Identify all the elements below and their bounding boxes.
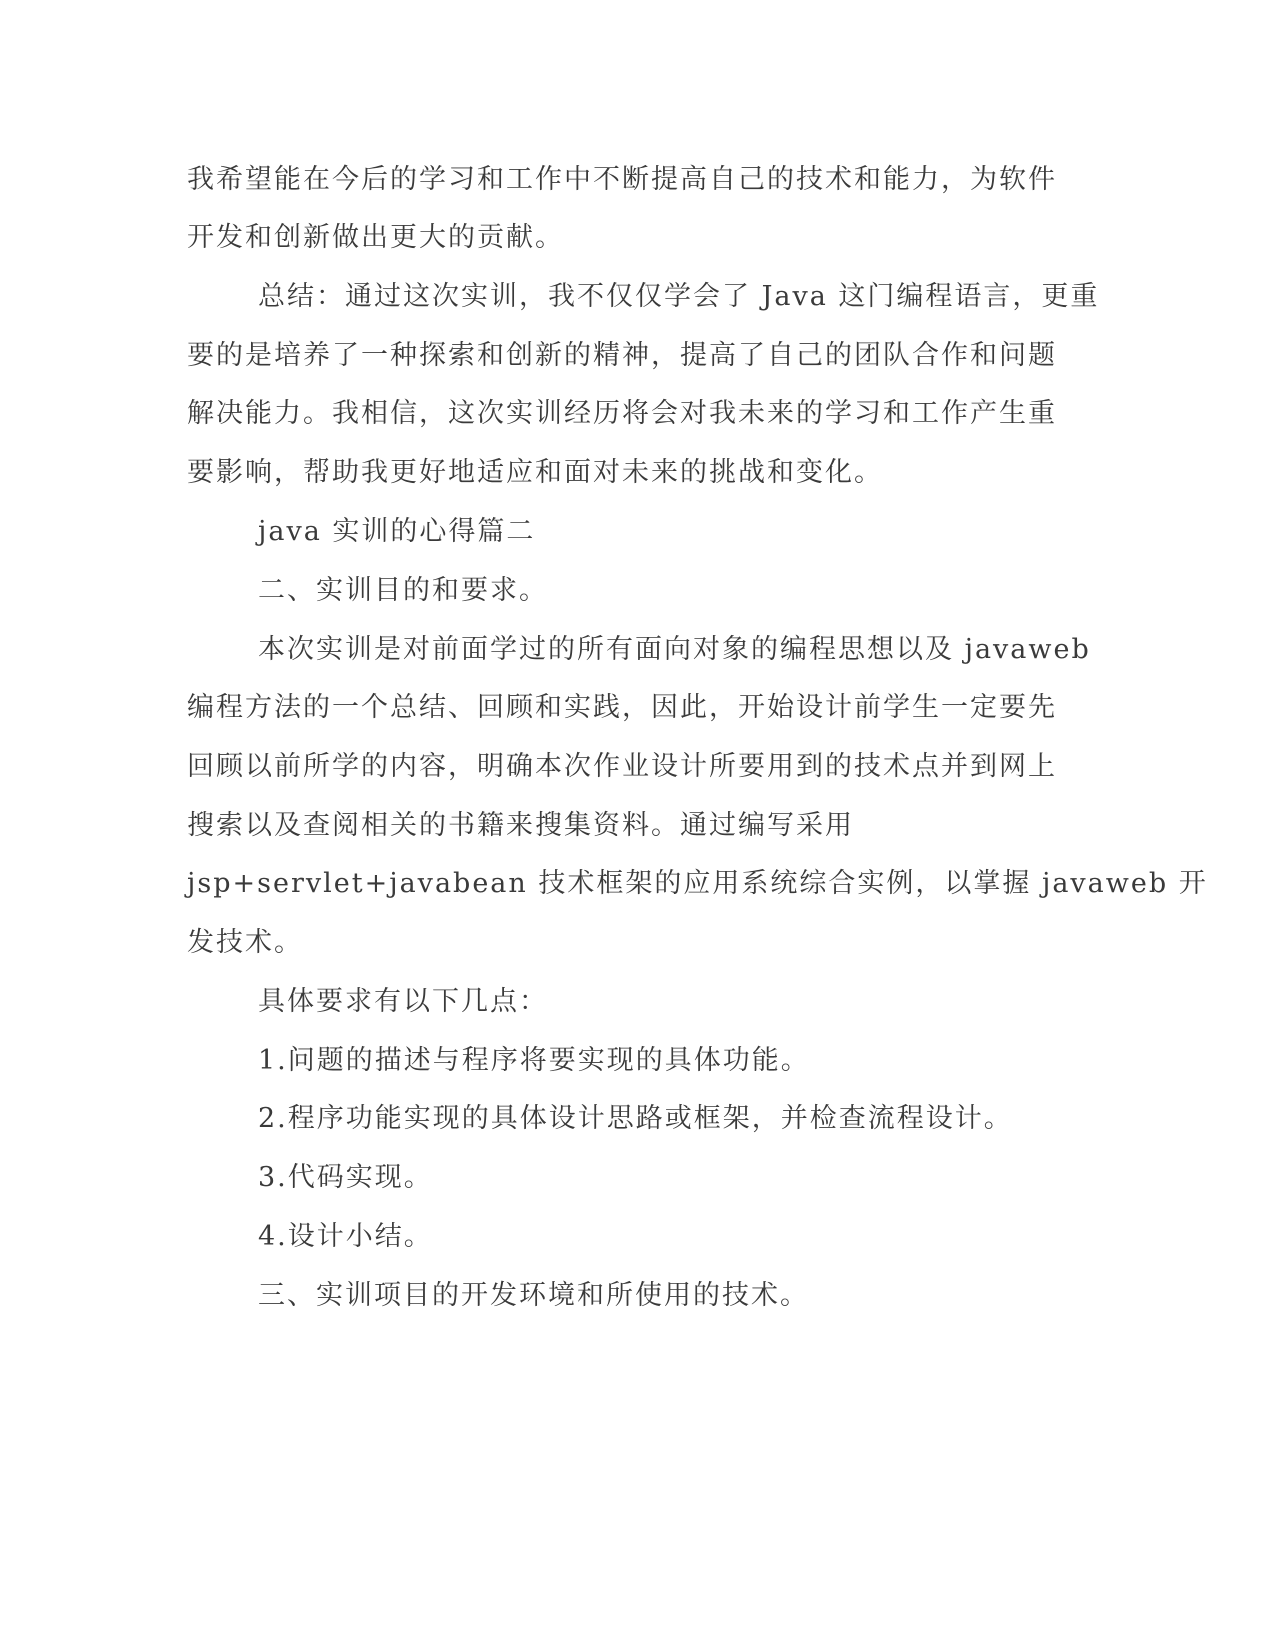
paragraph-line: 具体要求有以下几点： xyxy=(258,986,548,1017)
list-item: 2.程序功能实现的具体设计思路或框架，并检查流程设计。 xyxy=(258,1103,1013,1134)
paragraph-line: 开发和创新做出更大的贡献。 xyxy=(187,222,564,253)
paragraph-line: 回顾以前所学的内容，明确本次作业设计所要用到的技术点并到网上 xyxy=(187,751,1057,782)
list-item: 3.代码实现。 xyxy=(258,1162,433,1193)
paragraph-line: jsp+servlet+javabean 技术框架的应用系统综合实例，以掌握 javaweb 开 xyxy=(187,868,1208,899)
section-heading: java 实训的心得篇二 xyxy=(258,516,536,547)
list-item: 1.问题的描述与程序将要实现的具体功能。 xyxy=(258,1045,810,1076)
paragraph-line: 我希望能在今后的学习和工作中不断提高自己的技术和能力，为软件 xyxy=(187,164,1057,195)
paragraph-line: 搜索以及查阅相关的书籍来搜集资料。通过编写采用 xyxy=(187,810,854,841)
paragraph-line: 总结：通过这次实训，我不仅仅学会了 Java 这门编程语言，更重 xyxy=(258,281,1100,312)
paragraph-line: 解决能力。我相信，这次实训经历将会对我未来的学习和工作产生重 xyxy=(187,398,1057,429)
subsection-heading: 二、实训目的和要求。 xyxy=(258,575,548,606)
paragraph-line: 要的是培养了一种探索和创新的精神，提高了自己的团队合作和问题 xyxy=(187,340,1057,371)
subsection-heading: 三、实训项目的开发环境和所使用的技术。 xyxy=(258,1280,809,1311)
paragraph-line: 发技术。 xyxy=(187,927,303,958)
list-item: 4.设计小结。 xyxy=(258,1221,433,1252)
paragraph-line: 要影响，帮助我更好地适应和面对未来的挑战和变化。 xyxy=(187,457,883,488)
paragraph-line: 本次实训是对前面学过的所有面向对象的编程思想以及 javaweb xyxy=(258,634,1091,665)
paragraph-line: 编程方法的一个总结、回顾和实践，因此，开始设计前学生一定要先 xyxy=(187,692,1057,723)
